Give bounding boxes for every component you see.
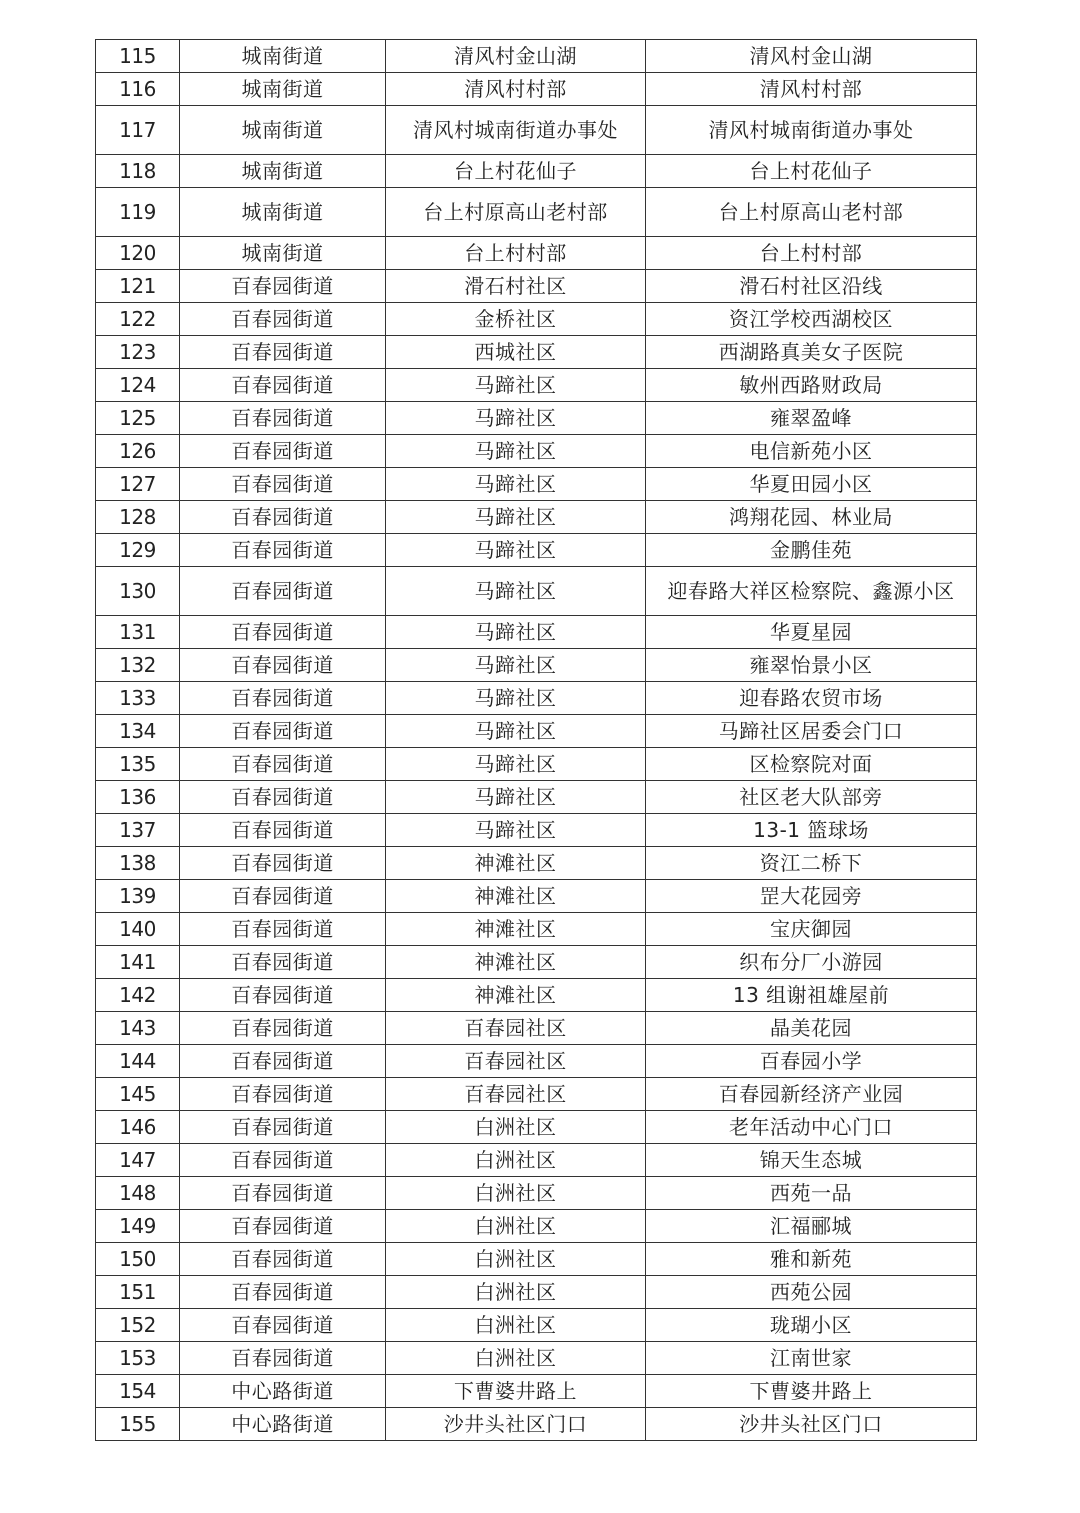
- row-number-cell: 126: [96, 435, 180, 468]
- street-cell: 百春园街道: [180, 682, 386, 715]
- row-number-cell: 128: [96, 501, 180, 534]
- street-cell: 百春园街道: [180, 1078, 386, 1111]
- community-cell: 白洲社区: [386, 1210, 646, 1243]
- row-number-cell: 155: [96, 1408, 180, 1441]
- row-number-cell: 134: [96, 715, 180, 748]
- street-cell: 中心路街道: [180, 1375, 386, 1408]
- location-cell: 西苑公园: [646, 1276, 977, 1309]
- row-number-cell: 117: [96, 106, 180, 155]
- row-number-cell: 132: [96, 649, 180, 682]
- street-cell: 百春园街道: [180, 616, 386, 649]
- location-cell: 台上村原高山老村部: [646, 188, 977, 237]
- community-cell: 台上村花仙子: [386, 155, 646, 188]
- table-row: [96, 715, 977, 748]
- street-cell: 百春园街道: [180, 303, 386, 336]
- row-number-cell: 149: [96, 1210, 180, 1243]
- row-number-cell: 148: [96, 1177, 180, 1210]
- location-cell: 织布分厂小游园: [646, 946, 977, 979]
- community-cell: 神滩社区: [386, 979, 646, 1012]
- table-row: [96, 303, 977, 336]
- community-cell: 台上村村部: [386, 237, 646, 270]
- location-cell: 电信新苑小区: [646, 435, 977, 468]
- street-cell: 百春园街道: [180, 468, 386, 501]
- street-cell: 百春园街道: [180, 649, 386, 682]
- street-cell: 城南街道: [180, 237, 386, 270]
- table-row: [96, 748, 977, 781]
- street-cell: 百春园街道: [180, 913, 386, 946]
- community-cell: 清风村金山湖: [386, 40, 646, 73]
- table-row: [96, 649, 977, 682]
- location-cell: 区检察院对面: [646, 748, 977, 781]
- community-cell: 清风村城南街道办事处: [386, 106, 646, 155]
- street-cell: 百春园街道: [180, 1210, 386, 1243]
- table-row: [96, 1243, 977, 1276]
- community-cell: 神滩社区: [386, 847, 646, 880]
- row-number-cell: 125: [96, 402, 180, 435]
- row-number-cell: 127: [96, 468, 180, 501]
- community-cell: 马蹄社区: [386, 534, 646, 567]
- community-cell: 马蹄社区: [386, 369, 646, 402]
- location-cell: 下曹婆井路上: [646, 1375, 977, 1408]
- row-number-cell: 150: [96, 1243, 180, 1276]
- community-cell: 清风村村部: [386, 73, 646, 106]
- street-cell: 百春园街道: [180, 715, 386, 748]
- table-row: [96, 1144, 977, 1177]
- community-cell: 西城社区: [386, 336, 646, 369]
- street-cell: 城南街道: [180, 106, 386, 155]
- row-number-cell: 147: [96, 1144, 180, 1177]
- street-cell: 百春园街道: [180, 402, 386, 435]
- location-cell: 晶美花园: [646, 1012, 977, 1045]
- location-cell: 百春园新经济产业园: [646, 1078, 977, 1111]
- location-cell: 迎春路农贸市场: [646, 682, 977, 715]
- community-cell: 百春园社区: [386, 1012, 646, 1045]
- row-number-cell: 124: [96, 369, 180, 402]
- table-row: [96, 946, 977, 979]
- row-number-cell: 137: [96, 814, 180, 847]
- table-row: [96, 880, 977, 913]
- row-number-cell: 115: [96, 40, 180, 73]
- location-cell: 西苑一品: [646, 1177, 977, 1210]
- location-cell: 资江学校西湖校区: [646, 303, 977, 336]
- table-row: [96, 1012, 977, 1045]
- community-cell: 金桥社区: [386, 303, 646, 336]
- table-row: [96, 435, 977, 468]
- table-row: [96, 369, 977, 402]
- location-cell: 汇福郦城: [646, 1210, 977, 1243]
- street-cell: 百春园街道: [180, 1243, 386, 1276]
- street-cell: 百春园街道: [180, 1309, 386, 1342]
- community-cell: 神滩社区: [386, 946, 646, 979]
- street-cell: 城南街道: [180, 40, 386, 73]
- community-cell: 百春园社区: [386, 1078, 646, 1111]
- row-number-cell: 123: [96, 336, 180, 369]
- location-cell: 宝庆御园: [646, 913, 977, 946]
- community-cell: 白洲社区: [386, 1243, 646, 1276]
- location-cell: 华夏星园: [646, 616, 977, 649]
- row-number-cell: 131: [96, 616, 180, 649]
- row-number-cell: 138: [96, 847, 180, 880]
- table-row: [96, 1210, 977, 1243]
- street-cell: 百春园街道: [180, 880, 386, 913]
- community-cell: 白洲社区: [386, 1342, 646, 1375]
- street-cell: 百春园街道: [180, 847, 386, 880]
- row-number-cell: 122: [96, 303, 180, 336]
- table-row: [96, 73, 977, 106]
- table-row: [96, 1078, 977, 1111]
- row-number-cell: 143: [96, 1012, 180, 1045]
- community-cell: 沙井头社区门口: [386, 1408, 646, 1441]
- row-number-cell: 153: [96, 1342, 180, 1375]
- street-cell: 百春园街道: [180, 501, 386, 534]
- row-number-cell: 130: [96, 567, 180, 616]
- street-cell: 百春园街道: [180, 336, 386, 369]
- row-number-cell: 119: [96, 188, 180, 237]
- table-row: [96, 106, 977, 155]
- row-number-cell: 118: [96, 155, 180, 188]
- location-cell: 鸿翔花园、林业局: [646, 501, 977, 534]
- location-cell: 资江二桥下: [646, 847, 977, 880]
- location-cell: 滑石村社区沿线: [646, 270, 977, 303]
- location-cell: 台上村花仙子: [646, 155, 977, 188]
- table-row: [96, 336, 977, 369]
- table-row: [96, 1309, 977, 1342]
- row-number-cell: 144: [96, 1045, 180, 1078]
- street-cell: 百春园街道: [180, 435, 386, 468]
- street-cell: 百春园街道: [180, 946, 386, 979]
- row-number-cell: 141: [96, 946, 180, 979]
- table-row: [96, 40, 977, 73]
- street-cell: 百春园街道: [180, 814, 386, 847]
- row-number-cell: 142: [96, 979, 180, 1012]
- street-cell: 百春园街道: [180, 748, 386, 781]
- community-cell: 神滩社区: [386, 880, 646, 913]
- table-row: [96, 567, 977, 616]
- community-cell: 台上村原高山老村部: [386, 188, 646, 237]
- community-cell: 马蹄社区: [386, 682, 646, 715]
- location-cell: 社区老大队部旁: [646, 781, 977, 814]
- community-cell: 马蹄社区: [386, 814, 646, 847]
- table-body: [96, 40, 977, 1441]
- row-number-cell: 135: [96, 748, 180, 781]
- street-cell: 中心路街道: [180, 1408, 386, 1441]
- row-number-cell: 116: [96, 73, 180, 106]
- community-cell: 马蹄社区: [386, 468, 646, 501]
- table-row: [96, 616, 977, 649]
- table-row: [96, 534, 977, 567]
- row-number-cell: 136: [96, 781, 180, 814]
- community-cell: 马蹄社区: [386, 402, 646, 435]
- community-cell: 白洲社区: [386, 1177, 646, 1210]
- street-cell: 百春园街道: [180, 567, 386, 616]
- street-cell: 百春园街道: [180, 1012, 386, 1045]
- table-row: [96, 402, 977, 435]
- location-cell: 金鹏佳苑: [646, 534, 977, 567]
- street-cell: 百春园街道: [180, 270, 386, 303]
- location-cell: 锦天生态城: [646, 1144, 977, 1177]
- location-cell: 马蹄社区居委会门口: [646, 715, 977, 748]
- row-number-cell: 140: [96, 913, 180, 946]
- table-row: [96, 501, 977, 534]
- table-row: [96, 1045, 977, 1078]
- location-cell: 13-1 篮球场: [646, 814, 977, 847]
- location-cell: 清风村村部: [646, 73, 977, 106]
- location-cell: 珑瑚小区: [646, 1309, 977, 1342]
- row-number-cell: 129: [96, 534, 180, 567]
- community-cell: 马蹄社区: [386, 435, 646, 468]
- street-cell: 城南街道: [180, 155, 386, 188]
- location-cell: 华夏田园小区: [646, 468, 977, 501]
- location-cell: 西湖路真美女子医院: [646, 336, 977, 369]
- location-cell: 罡大花园旁: [646, 880, 977, 913]
- location-cell: 雅和新苑: [646, 1243, 977, 1276]
- community-cell: 白洲社区: [386, 1276, 646, 1309]
- location-table: [95, 39, 977, 1441]
- table-row: [96, 270, 977, 303]
- street-cell: 百春园街道: [180, 1342, 386, 1375]
- location-cell: 百春园小学: [646, 1045, 977, 1078]
- street-cell: 百春园街道: [180, 1276, 386, 1309]
- street-cell: 城南街道: [180, 188, 386, 237]
- street-cell: 城南街道: [180, 73, 386, 106]
- street-cell: 百春园街道: [180, 979, 386, 1012]
- street-cell: 百春园街道: [180, 781, 386, 814]
- table-row: [96, 781, 977, 814]
- community-cell: 马蹄社区: [386, 567, 646, 616]
- location-cell: 老年活动中心门口: [646, 1111, 977, 1144]
- community-cell: 马蹄社区: [386, 649, 646, 682]
- community-cell: 百春园社区: [386, 1045, 646, 1078]
- community-cell: 马蹄社区: [386, 616, 646, 649]
- community-cell: 滑石村社区: [386, 270, 646, 303]
- community-cell: 马蹄社区: [386, 715, 646, 748]
- table-row: [96, 1177, 977, 1210]
- location-cell: 雍翠盈峰: [646, 402, 977, 435]
- document-page: [95, 39, 976, 1441]
- location-cell: 沙井头社区门口: [646, 1408, 977, 1441]
- table-row: [96, 188, 977, 237]
- street-cell: 百春园街道: [180, 1045, 386, 1078]
- table-row: [96, 237, 977, 270]
- location-cell: 迎春路大祥区检察院、鑫源小区: [646, 567, 977, 616]
- row-number-cell: 151: [96, 1276, 180, 1309]
- row-number-cell: 121: [96, 270, 180, 303]
- row-number-cell: 152: [96, 1309, 180, 1342]
- street-cell: 百春园街道: [180, 369, 386, 402]
- table-row: [96, 1408, 977, 1441]
- table-row: [96, 847, 977, 880]
- street-cell: 百春园街道: [180, 1111, 386, 1144]
- street-cell: 百春园街道: [180, 534, 386, 567]
- location-cell: 清风村城南街道办事处: [646, 106, 977, 155]
- community-cell: 下曹婆井路上: [386, 1375, 646, 1408]
- table-row: [96, 814, 977, 847]
- table-row: [96, 682, 977, 715]
- table-row: [96, 1111, 977, 1144]
- row-number-cell: 120: [96, 237, 180, 270]
- community-cell: 马蹄社区: [386, 501, 646, 534]
- community-cell: 白洲社区: [386, 1309, 646, 1342]
- community-cell: 马蹄社区: [386, 748, 646, 781]
- community-cell: 神滩社区: [386, 913, 646, 946]
- row-number-cell: 145: [96, 1078, 180, 1111]
- row-number-cell: 139: [96, 880, 180, 913]
- street-cell: 百春园街道: [180, 1144, 386, 1177]
- location-cell: 江南世家: [646, 1342, 977, 1375]
- community-cell: 白洲社区: [386, 1144, 646, 1177]
- community-cell: 白洲社区: [386, 1111, 646, 1144]
- location-cell: 13 组谢祖雄屋前: [646, 979, 977, 1012]
- row-number-cell: 146: [96, 1111, 180, 1144]
- location-cell: 雍翠怡景小区: [646, 649, 977, 682]
- table-row: [96, 1342, 977, 1375]
- row-number-cell: 133: [96, 682, 180, 715]
- table-row: [96, 1276, 977, 1309]
- community-cell: 马蹄社区: [386, 781, 646, 814]
- table-row: [96, 1375, 977, 1408]
- location-cell: 清风村金山湖: [646, 40, 977, 73]
- table-row: [96, 468, 977, 501]
- table-row: [96, 913, 977, 946]
- table-row: [96, 979, 977, 1012]
- street-cell: 百春园街道: [180, 1177, 386, 1210]
- location-cell: 台上村村部: [646, 237, 977, 270]
- table-row: [96, 155, 977, 188]
- row-number-cell: 154: [96, 1375, 180, 1408]
- location-cell: 敏州西路财政局: [646, 369, 977, 402]
